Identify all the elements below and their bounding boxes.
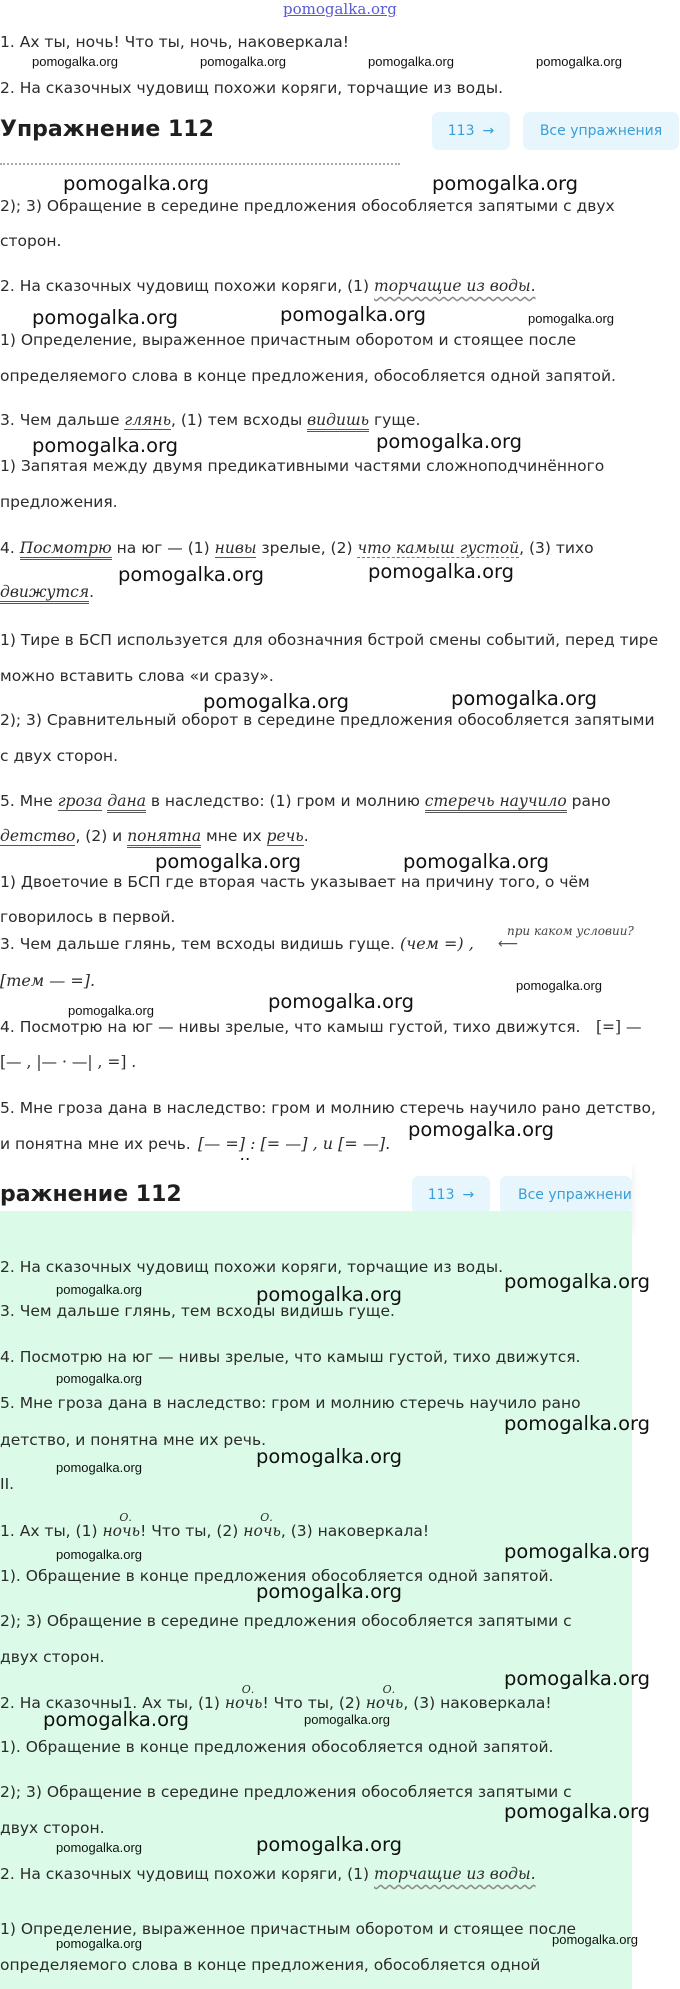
explanation-1a: 2); 3) Обращение в середине предложения обособляется запятыми с двух <box>0 197 615 215</box>
explanation-4b: можно вставить слова «и сразу». <box>0 667 274 685</box>
watermark: pomogalka.org <box>536 54 622 69</box>
watermark: pomogalka.org <box>56 1460 142 1475</box>
sentence-3: 3. Чем дальше глянь, (1) тем всходы видишь гуще. <box>0 410 420 430</box>
watermark: pomogalka.org <box>32 434 179 457</box>
scheme-3-part1: (чем =) , <box>400 934 474 953</box>
scheme-4-part2: [— , |— · —| , =] . <box>0 1053 137 1071</box>
scheme-4-part1: [=] — <box>596 1018 642 1036</box>
explanation-4c: 2); 3) Сравнительный оборот в середине предложения обособляется запятыми <box>0 711 655 729</box>
scheme-5-sentence-a: 5. Мне гроза дана в наследство: гром и молнию стеречь научило рано детство, <box>0 1099 656 1117</box>
panel-line-4a: 5. Мне гроза дана в наследство: гром и молнию стеречь научило рано <box>0 1394 581 1412</box>
watermark: pomogalka.org <box>408 1118 555 1141</box>
watermark: pomogalka.org <box>200 54 286 69</box>
panel-line-4b: детство, и понятна мне их речь. <box>0 1431 267 1449</box>
watermark: pomogalka.org <box>256 1833 403 1856</box>
explanation-2b: определяемого слова в конце предложения, обособляется одной запятой. <box>0 367 616 385</box>
watermark: pomogalka.org <box>118 563 265 586</box>
watermark: pomogalka.org <box>368 560 515 583</box>
watermark: pomogalka.org <box>256 1283 403 1306</box>
all-exercises-label: Все упражнения <box>539 123 663 139</box>
watermark: pomogalka.org <box>56 1371 142 1386</box>
sentence-4: 4. Посмотрю на юг — (1) нивы зрелые, (2) что камыш густой, (3) тихо <box>0 538 594 558</box>
next-exercise-button-sticky[interactable] <box>412 1176 490 1214</box>
watermark: pomogalka.org <box>451 687 598 710</box>
watermark: pomogalka.org <box>304 1712 390 1727</box>
panel-line-2: 3. Чем дальше глянь, тем всходы видишь гуще. <box>0 1302 395 1320</box>
next-exercise-button[interactable] <box>432 112 510 150</box>
watermark: pomogalka.org <box>256 1445 403 1468</box>
watermark: pomogalka.org <box>32 54 118 69</box>
arrow-right-icon: → <box>482 123 495 139</box>
panel-explanation-1: 1). Обращение в конце предложения обособляется одной запятой. <box>0 1567 554 1585</box>
explanation-3a: 1) Запятая между двумя предикативными частями сложноподчинённого <box>0 457 605 475</box>
top-line-2: 2. На сказочных чудовищ похожи коряги, торчащие из воды. <box>0 79 504 97</box>
explanation-3b: предложения. <box>0 493 118 511</box>
panel-roman: II. <box>0 1475 15 1493</box>
participial-phrase: торчащие из воды. <box>374 277 536 295</box>
panel-sentence-overlap: 2. На сказочны1. Ах ты, (1) О. ночь! Что ты, (2) О. ночь, (3) наковеркала! <box>0 1683 552 1712</box>
watermark: pomogalka.org <box>504 1667 651 1690</box>
watermark: pomogalka.org <box>56 1840 142 1855</box>
watermark: pomogalka.org <box>43 1708 190 1731</box>
scheme-3-part2: [тем — =]. <box>0 971 96 990</box>
all-exercises-label: Все упражнени <box>518 1187 632 1203</box>
explanation-4d: с двух сторон. <box>0 747 118 765</box>
watermark: pomogalka.org <box>504 1270 651 1293</box>
watermark: pomogalka.org <box>528 311 614 326</box>
explanation-1b: сторон. <box>0 232 62 250</box>
panel-explanation-5a: 1) Определение, выраженное причастным оборотом и стоящее после <box>0 1920 577 1938</box>
exercise-title: Упражнение 112 <box>0 117 214 142</box>
sentence-5-cont: детство, (2) и понятна мне их речь. <box>0 826 309 846</box>
watermark: pomogalka.org <box>63 172 210 195</box>
panel-explanation-2b: двух сторон. <box>0 1648 105 1666</box>
sentence-4-cont: движутся. <box>0 582 94 602</box>
next-exercise-label: 113 <box>427 1187 455 1203</box>
panel-line-3: 4. Посмотрю на юг — нивы зрелые, что камыш густой, тихо движутся. <box>0 1348 581 1366</box>
top-line-1: 1. Ах ты, ночь! Что ты, ночь, наковеркала! <box>0 33 350 51</box>
watermark: pomogalka.org <box>376 430 523 453</box>
watermark: pomogalka.org <box>504 1412 651 1435</box>
watermark: pomogalka.org <box>56 1547 142 1562</box>
panel-explanation-4a: 2); 3) Обращение в середине предложения обособляется запятыми с <box>0 1783 572 1801</box>
watermark-top[interactable]: pomogalka.org <box>283 0 397 18</box>
participial-phrase: торчащие из воды. <box>374 1865 536 1883</box>
explanation-5a: 1) Двоеточие в БСП где вторая часть указывает на причину того, о чём <box>0 873 590 891</box>
watermark: pomogalka.org <box>280 303 427 326</box>
watermark: pomogalka.org <box>256 1580 403 1603</box>
panel-explanation-4b: двух сторон. <box>0 1819 105 1837</box>
clipped-line <box>0 163 400 169</box>
watermark: pomogalka.org <box>68 1003 154 1018</box>
explanation-5b: говорилось в первой. <box>0 908 176 926</box>
arrow-left-icon: ⟵ <box>498 936 519 952</box>
exercise-title-sticky: ражнение 112 <box>0 1182 182 1207</box>
panel-sentence-2: 2. На сказочных чудовищ похожи коряги, (1) торчащие из воды. <box>0 1865 536 1883</box>
watermark: pomogalka.org <box>552 1932 638 1947</box>
scheme-5-sentence-b: и понятна мне их речь. <box>0 1135 191 1153</box>
all-exercises-button-sticky[interactable] <box>500 1176 632 1214</box>
scheme-3-sentence: 3. Чем дальше глянь, тем всходы видишь гуще. <box>0 935 395 953</box>
scheme-3-question: при каком условии? <box>507 924 634 938</box>
watermark: pomogalka.org <box>516 978 602 993</box>
sentence-2: 2. На сказочных чудовищ похожи коряги, (1) торчащие из воды. <box>0 277 536 295</box>
watermark: pomogalka.org <box>56 1282 142 1297</box>
panel-explanation-3: 1). Обращение в конце предложения обособляется одной запятой. <box>0 1738 554 1756</box>
panel-line-1: 2. На сказочных чудовищ похожи коряги, торчащие из воды. <box>0 1258 504 1276</box>
next-exercise-label: 113 <box>447 123 475 139</box>
watermark: pomogalka.org <box>155 850 302 873</box>
panel-sentence-1: 1. Ах ты, (1) О. ночь! Что ты, (2) О. ночь, (3) наковеркала! <box>0 1511 430 1540</box>
panel-explanation-5b: определяемого слова в конце предложения, обособляется одной <box>0 1956 541 1974</box>
watermark: pomogalka.org <box>32 306 179 329</box>
explanation-2a: 1) Определение, выраженное причастным оборотом и стоящее после <box>0 331 577 349</box>
scheme-5: [— =] : [= —] , и [= —]. <box>198 1134 391 1153</box>
watermark: pomogalka.org <box>268 990 415 1013</box>
watermark: pomogalka.org <box>203 690 350 713</box>
all-exercises-button[interactable] <box>523 112 679 150</box>
explanation-4a: 1) Тире в БСП используется для обозначния бстрой смены событий, перед тире <box>0 631 659 649</box>
watermark: pomogalka.org <box>504 1540 651 1563</box>
watermark: pomogalka.org <box>56 1936 142 1951</box>
scheme-4-sentence: 4. Посмотрю на юг — нивы зрелые, что камыш густой, тихо движутся. <box>0 1018 581 1036</box>
panel-explanation-2a: 2); 3) Обращение в середине предложения обособляется запятыми с <box>0 1612 572 1630</box>
arrow-right-icon: → <box>462 1187 475 1203</box>
watermark: pomogalka.org <box>368 54 454 69</box>
watermark: pomogalka.org <box>403 850 550 873</box>
watermark: pomogalka.org <box>432 172 579 195</box>
sentence-5: 5. Мне гроза дана в наследство: (1) гром и молнию стеречь научило рано <box>0 791 611 811</box>
watermark: pomogalka.org <box>504 1800 651 1823</box>
